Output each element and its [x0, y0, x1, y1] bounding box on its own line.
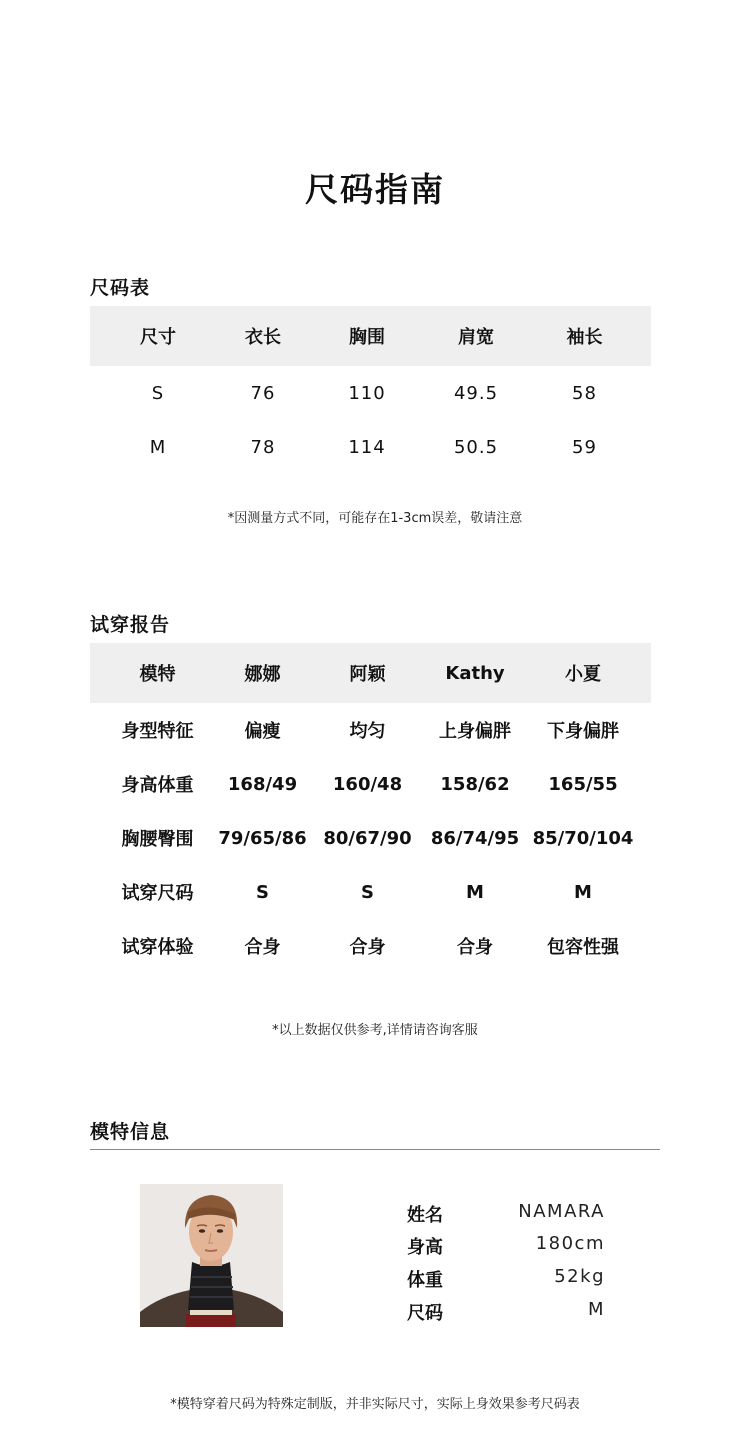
table-cell: 合身: [349, 937, 386, 958]
table-cell: 胸腰臀围: [121, 829, 194, 850]
table-cell: 114: [348, 436, 386, 458]
model-photo: [140, 1184, 283, 1327]
table-cell: 165/55: [548, 773, 618, 795]
model-size-value: M: [587, 1299, 605, 1320]
fit-report-header-cell: 阿颖: [349, 664, 386, 685]
table-cell: 76: [250, 382, 276, 404]
table-cell: 80/67/90: [323, 827, 412, 849]
table-cell: S: [256, 881, 269, 903]
table-row: [90, 919, 651, 973]
table-cell: 均匀: [349, 721, 386, 742]
table-cell: S: [361, 881, 374, 903]
size-chart-title: 尺码表: [90, 277, 151, 299]
size-chart-header-cell: 袖长: [566, 327, 603, 348]
table-cell: 158/62: [440, 773, 510, 795]
model-name-value: NAMARA: [518, 1201, 605, 1222]
table-cell: 168/49: [227, 773, 298, 795]
model-size-label: 尺码: [407, 1303, 443, 1324]
table-cell: 身高体重: [121, 775, 194, 796]
size-chart-header-cell: 肩宽: [458, 327, 494, 348]
table-cell: 合身: [457, 937, 493, 958]
table-cell: 合身: [244, 937, 281, 958]
fit-report-header-cell: Kathy: [445, 662, 505, 684]
fit-report-header-row: [90, 643, 651, 703]
size-chart-note: *因测量方式不同，可能存在1-3cm误差，敬请注意: [227, 511, 523, 526]
table-cell: 78: [250, 436, 276, 458]
page-title: 尺码指南: [305, 170, 445, 209]
model-info-divider: [90, 1149, 660, 1150]
table-row: [90, 420, 651, 474]
table-cell: M: [466, 881, 484, 903]
table-row: [90, 366, 651, 420]
table-cell: M: [574, 881, 592, 903]
size-chart-header-cell: 尺寸: [140, 327, 176, 348]
table-cell: 85/70/104: [532, 827, 634, 849]
table-cell: 110: [348, 382, 386, 404]
table-cell: S: [151, 382, 165, 404]
model-weight-value: 52kg: [554, 1266, 605, 1287]
model-info-title: 模特信息: [90, 1121, 171, 1143]
table-cell: 160/48: [332, 773, 403, 795]
fit-report-note: *以上数据仅供参考,详情请咨询客服: [272, 1023, 478, 1038]
table-cell: 试穿尺码: [121, 883, 194, 904]
size-chart-header-cell: 衣长: [245, 327, 281, 348]
table-row: [90, 757, 651, 811]
table-row: [90, 865, 651, 919]
table-cell: 包容性强: [547, 937, 619, 958]
size-chart-table: [90, 306, 651, 474]
model-height-label: 身高: [407, 1237, 443, 1258]
table-cell: M: [149, 436, 167, 458]
table-cell: 身型特征: [121, 721, 194, 742]
table-cell: 50.5: [453, 436, 499, 458]
table-cell: 58: [572, 382, 597, 404]
model-weight-label: 体重: [407, 1270, 443, 1291]
fit-report-title: 试穿报告: [90, 614, 171, 636]
table-cell: 上身偏胖: [439, 721, 511, 742]
table-cell: 下身偏胖: [547, 721, 619, 742]
table-cell: 49.5: [453, 382, 499, 404]
fit-report-header-cell: 小夏: [565, 664, 601, 685]
table-cell: 59: [572, 436, 597, 458]
fit-report-header-cell: 娜娜: [244, 664, 281, 685]
model-height-value: 180cm: [535, 1233, 605, 1254]
table-cell: 试穿体验: [121, 937, 194, 958]
table-cell: 86/74/95: [430, 827, 520, 849]
model-info-note: *模特穿着尺码为特殊定制版，并非实际尺寸，实际上身效果参考尺码表: [170, 1397, 580, 1412]
fit-report-header-cell: 模特: [139, 664, 176, 685]
fit-report-table: [90, 643, 651, 973]
table-cell: 偏瘦: [244, 721, 281, 742]
table-row: [90, 811, 651, 865]
table-row: [90, 703, 651, 757]
model-name-label: 姓名: [407, 1205, 443, 1226]
size-chart-header-cell: 胸围: [349, 327, 385, 348]
table-cell: 79/65/86: [218, 827, 307, 849]
size-chart-header-row: [90, 306, 651, 366]
